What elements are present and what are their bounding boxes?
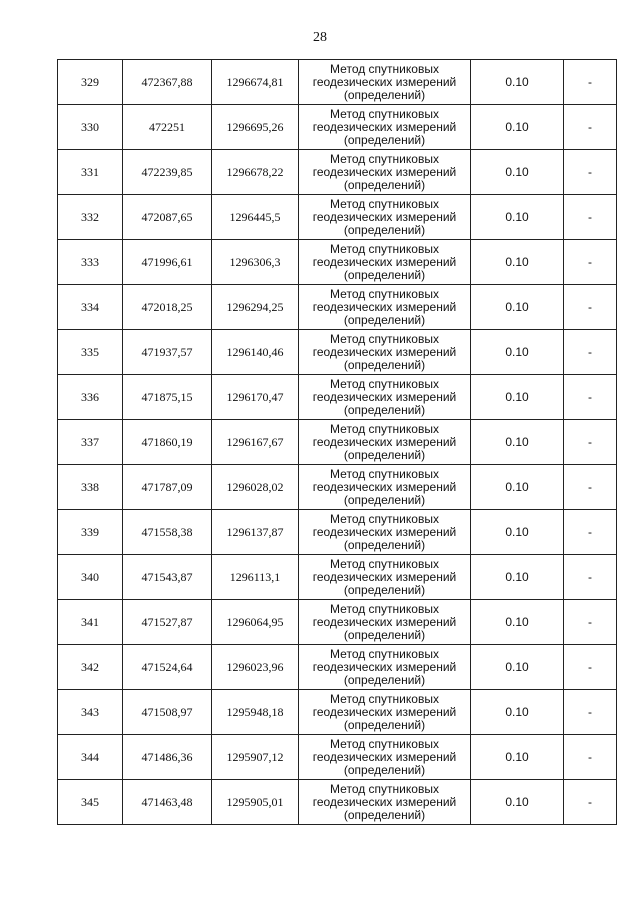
y-coordinate-cell: 1296294,25	[212, 285, 299, 330]
x-coordinate-cell: 471508,97	[123, 690, 212, 735]
method-text-line: геодезических измерений	[312, 749, 457, 764]
method-text-line: (определений)	[343, 312, 426, 327]
y-coordinate-cell: 1296445,5	[212, 195, 299, 240]
note-cell: -	[564, 60, 617, 105]
point-number-cell: 340	[58, 555, 123, 600]
method-cell	[299, 780, 471, 825]
accuracy-cell: 0.10	[471, 375, 564, 420]
method-cell	[299, 555, 471, 600]
x-coordinate-cell: 472087,65	[123, 195, 212, 240]
method-text-line: Метод спутниковых	[330, 151, 439, 166]
x-coordinate-cell: 471937,57	[123, 330, 212, 375]
y-coordinate-cell: 1296167,67	[212, 420, 299, 465]
x-coordinate-cell: 472018,25	[123, 285, 212, 330]
method-cell	[299, 600, 471, 645]
accuracy-cell: 0.10	[471, 645, 564, 690]
method-text-line: геодезических измерений	[312, 524, 457, 539]
method-text-line: Метод спутниковых	[330, 466, 439, 481]
note-cell: -	[564, 150, 617, 195]
y-coordinate-cell: 1296064,95	[212, 600, 299, 645]
accuracy-cell: 0.10	[471, 465, 564, 510]
x-coordinate-cell: 471558,38	[123, 510, 212, 555]
point-number-cell: 344	[58, 735, 123, 780]
method-text-line: (определений)	[343, 807, 426, 822]
note-cell: -	[564, 510, 617, 555]
method-text-line: (определений)	[343, 87, 426, 102]
method-text-line: геодезических измерений	[312, 659, 457, 674]
accuracy-cell: 0.10	[471, 510, 564, 555]
method-text-line: геодезических измерений	[312, 209, 457, 224]
method-text-line: Метод спутниковых	[330, 286, 439, 301]
method-text-line: (определений)	[343, 627, 426, 642]
method-text-line: геодезических измерений	[312, 479, 457, 494]
y-coordinate-cell: 1296137,87	[212, 510, 299, 555]
accuracy-cell: 0.10	[471, 240, 564, 285]
method-text-line: геодезических измерений	[312, 344, 457, 359]
x-coordinate-cell: 471996,61	[123, 240, 212, 285]
y-coordinate-cell: 1296028,02	[212, 465, 299, 510]
point-number-cell: 335	[58, 330, 123, 375]
point-number-cell: 330	[58, 105, 123, 150]
point-number-cell: 336	[58, 375, 123, 420]
table-row	[58, 420, 617, 465]
method-text-line: (определений)	[343, 537, 426, 552]
point-number-cell: 332	[58, 195, 123, 240]
table-row	[58, 690, 617, 735]
point-number-cell: 334	[58, 285, 123, 330]
note-cell: -	[564, 600, 617, 645]
table-body	[58, 60, 617, 825]
y-coordinate-cell: 1296678,22	[212, 150, 299, 195]
point-number-cell: 337	[58, 420, 123, 465]
x-coordinate-cell: 471524,64	[123, 645, 212, 690]
note-cell: -	[564, 285, 617, 330]
method-cell	[299, 645, 471, 690]
method-text-line: Метод спутниковых	[330, 511, 439, 526]
method-text-line: (определений)	[343, 762, 426, 777]
table-row	[58, 60, 617, 105]
accuracy-cell: 0.10	[471, 150, 564, 195]
y-coordinate-cell: 1295907,12	[212, 735, 299, 780]
method-cell	[299, 420, 471, 465]
point-number-cell: 345	[58, 780, 123, 825]
table-row	[58, 240, 617, 285]
x-coordinate-cell: 471463,48	[123, 780, 212, 825]
method-text-line: геодезических измерений	[312, 164, 457, 179]
method-text-line: (определений)	[343, 717, 426, 732]
method-text-line: Метод спутниковых	[330, 241, 439, 256]
method-text-line: Метод спутниковых	[330, 331, 439, 346]
table-row	[58, 105, 617, 150]
point-number-cell: 331	[58, 150, 123, 195]
x-coordinate-cell: 472251	[123, 105, 212, 150]
method-cell	[299, 735, 471, 780]
method-cell	[299, 375, 471, 420]
method-text-line: (определений)	[343, 402, 426, 417]
x-coordinate-cell: 471875,15	[123, 375, 212, 420]
method-text-line: геодезических измерений	[312, 794, 457, 809]
method-text-line: Метод спутниковых	[330, 781, 439, 796]
method-text-line: Метод спутниковых	[330, 196, 439, 211]
method-text-line: Метод спутниковых	[330, 376, 439, 391]
y-coordinate-cell: 1296113,1	[212, 555, 299, 600]
note-cell: -	[564, 240, 617, 285]
y-coordinate-cell: 1296023,96	[212, 645, 299, 690]
x-coordinate-cell: 471486,36	[123, 735, 212, 780]
table-row	[58, 600, 617, 645]
table-row	[58, 510, 617, 555]
method-text-line: геодезических измерений	[312, 74, 457, 89]
method-text-line: (определений)	[343, 177, 426, 192]
method-text-line: Метод спутниковых	[330, 556, 439, 571]
method-text-line: геодезических измерений	[312, 434, 457, 449]
y-coordinate-cell: 1296695,26	[212, 105, 299, 150]
point-number-cell: 342	[58, 645, 123, 690]
accuracy-cell: 0.10	[471, 780, 564, 825]
table-row	[58, 645, 617, 690]
accuracy-cell: 0.10	[471, 60, 564, 105]
note-cell: -	[564, 690, 617, 735]
page-number: 28	[313, 30, 327, 45]
table-row	[58, 150, 617, 195]
accuracy-cell: 0.10	[471, 420, 564, 465]
note-cell: -	[564, 735, 617, 780]
table-row	[58, 780, 617, 825]
accuracy-cell: 0.10	[471, 330, 564, 375]
y-coordinate-cell: 1295905,01	[212, 780, 299, 825]
accuracy-cell: 0.10	[471, 555, 564, 600]
method-cell	[299, 330, 471, 375]
accuracy-cell: 0.10	[471, 285, 564, 330]
note-cell: -	[564, 105, 617, 150]
method-text-line: Метод спутниковых	[330, 646, 439, 661]
note-cell: -	[564, 330, 617, 375]
accuracy-cell: 0.10	[471, 735, 564, 780]
table-row	[58, 285, 617, 330]
point-number-cell: 341	[58, 600, 123, 645]
table-row	[58, 735, 617, 780]
note-cell: -	[564, 195, 617, 240]
method-text-line: (определений)	[343, 492, 426, 507]
method-cell	[299, 285, 471, 330]
y-coordinate-cell: 1296170,47	[212, 375, 299, 420]
accuracy-cell: 0.10	[471, 690, 564, 735]
note-cell: -	[564, 645, 617, 690]
method-text-line: геодезических измерений	[312, 299, 457, 314]
note-cell: -	[564, 555, 617, 600]
method-text-line: (определений)	[343, 582, 426, 597]
method-text-line: (определений)	[343, 222, 426, 237]
method-text-line: Метод спутниковых	[330, 421, 439, 436]
method-text-line: (определений)	[343, 357, 426, 372]
y-coordinate-cell: 1296306,3	[212, 240, 299, 285]
method-cell	[299, 510, 471, 555]
method-text-line: (определений)	[343, 132, 426, 147]
method-text-line: Метод спутниковых	[330, 736, 439, 751]
x-coordinate-cell: 472239,85	[123, 150, 212, 195]
method-text-line: геодезических измерений	[312, 389, 457, 404]
point-number-cell: 333	[58, 240, 123, 285]
table-row	[58, 555, 617, 600]
method-cell	[299, 690, 471, 735]
y-coordinate-cell: 1296674,81	[212, 60, 299, 105]
y-coordinate-cell: 1295948,18	[212, 690, 299, 735]
x-coordinate-cell: 471860,19	[123, 420, 212, 465]
method-text-line: геодезических измерений	[312, 614, 457, 629]
method-text-line: Метод спутниковых	[330, 691, 439, 706]
accuracy-cell: 0.10	[471, 195, 564, 240]
point-number-cell: 343	[58, 690, 123, 735]
method-text-line: геодезических измерений	[312, 119, 457, 134]
method-text-line: Метод спутниковых	[330, 106, 439, 121]
method-cell	[299, 150, 471, 195]
x-coordinate-cell: 471527,87	[123, 600, 212, 645]
point-number-cell: 329	[58, 60, 123, 105]
table-row	[58, 195, 617, 240]
x-coordinate-cell: 471787,09	[123, 465, 212, 510]
method-text-line: (определений)	[343, 447, 426, 462]
note-cell: -	[564, 375, 617, 420]
method-text-line: (определений)	[343, 672, 426, 687]
note-cell: -	[564, 465, 617, 510]
coordinates-table	[57, 59, 617, 825]
table-row	[58, 330, 617, 375]
note-cell: -	[564, 780, 617, 825]
accuracy-cell: 0.10	[471, 600, 564, 645]
table-row	[58, 465, 617, 510]
accuracy-cell: 0.10	[471, 105, 564, 150]
y-coordinate-cell: 1296140,46	[212, 330, 299, 375]
method-text-line: геодезических измерений	[312, 704, 457, 719]
method-text-line: (определений)	[343, 267, 426, 282]
method-text-line: геодезических измерений	[312, 254, 457, 269]
method-text-line: геодезических измерений	[312, 569, 457, 584]
x-coordinate-cell: 471543,87	[123, 555, 212, 600]
method-text-line: Метод спутниковых	[330, 61, 439, 76]
method-text-line: Метод спутниковых	[330, 601, 439, 616]
table-row	[58, 375, 617, 420]
method-cell	[299, 465, 471, 510]
point-number-cell: 338	[58, 465, 123, 510]
point-number-cell: 339	[58, 510, 123, 555]
method-cell	[299, 240, 471, 285]
method-cell	[299, 105, 471, 150]
method-cell	[299, 195, 471, 240]
note-cell: -	[564, 420, 617, 465]
method-cell	[299, 60, 471, 105]
x-coordinate-cell: 472367,88	[123, 60, 212, 105]
